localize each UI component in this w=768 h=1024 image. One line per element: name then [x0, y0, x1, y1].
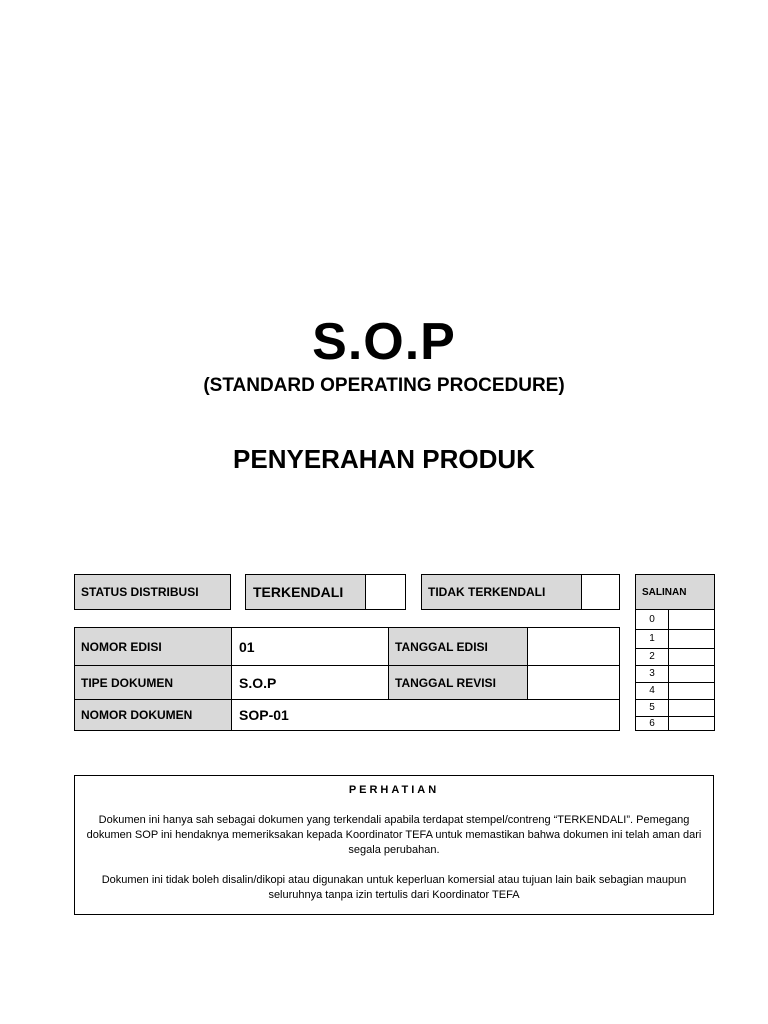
copy-number: 2 [636, 648, 669, 665]
document-number-label: NOMOR DOKUMEN [75, 700, 231, 730]
copy-row [636, 648, 714, 666]
controlled-checkbox[interactable] [366, 575, 405, 609]
document-type-value: S.O.P [239, 674, 277, 691]
document-info-table [74, 627, 620, 731]
document-type-label: TIPE DOKUMEN [75, 666, 231, 699]
table-divider [75, 665, 619, 666]
copy-row [636, 665, 714, 683]
copy-number: 3 [636, 665, 669, 682]
edition-date-value [528, 628, 619, 665]
table-divider [527, 628, 528, 699]
copy-table [635, 574, 715, 731]
copy-number: 5 [636, 699, 669, 716]
copy-table-header: SALINAN [636, 575, 714, 610]
document-subtitle: (STANDARD OPERATING PROCEDURE) [203, 375, 565, 396]
notice-paragraph: Dokumen ini hanya sah sebagai dokumen yang terkendali apabila terdapat stempel/contreng “TERKENDALI”. Pemegang dokumen SOP ini hendaknya memeriksakan kepada Koordinator TEFA untuk memastikan bahwa dokumen ini telah aman dari segala perubahan. [86, 814, 702, 856]
controlled-option [245, 574, 406, 610]
uncontrolled-checkbox[interactable] [582, 575, 619, 609]
copy-number: 1 [636, 629, 669, 648]
copy-row [636, 699, 714, 717]
copy-number: 6 [636, 716, 669, 730]
table-divider [75, 699, 619, 700]
copy-row [636, 610, 714, 630]
copy-number: 4 [636, 682, 669, 699]
edition-number-label: NOMOR EDISI [75, 628, 231, 665]
revision-date-label: TANGGAL REVISI [389, 666, 527, 699]
edition-number-value: 01 [239, 638, 255, 655]
table-divider [231, 628, 232, 730]
edition-date-label: TANGGAL EDISI [389, 628, 527, 665]
document-number-value: SOP-01 [239, 707, 289, 723]
controlled-label: TERKENDALI [246, 575, 366, 609]
document-title: S.O.P [312, 313, 456, 371]
copy-row [636, 629, 714, 649]
table-divider [388, 628, 389, 699]
copy-number: 0 [636, 610, 669, 629]
copy-row [636, 716, 714, 730]
notice-paragraph: Dokumen ini tidak boleh disalin/dikopi atau digunakan untuk keperluan komersial atau tujuan lain baik sebagian maupun seluruhnya tanpa izin tertulis dari Koordinator TEFA [101, 874, 687, 901]
uncontrolled-option [421, 574, 620, 610]
procedure-name: PENYERAHAN PRODUK [233, 444, 535, 474]
notice-box [74, 775, 714, 915]
uncontrolled-label: TIDAK TERKENDALI [422, 575, 582, 609]
status-distribution-label: STATUS DISTRIBUSI [74, 574, 231, 610]
copy-row [636, 682, 714, 700]
notice-title: PERHATIAN [348, 784, 440, 796]
revision-date-value [528, 666, 619, 699]
